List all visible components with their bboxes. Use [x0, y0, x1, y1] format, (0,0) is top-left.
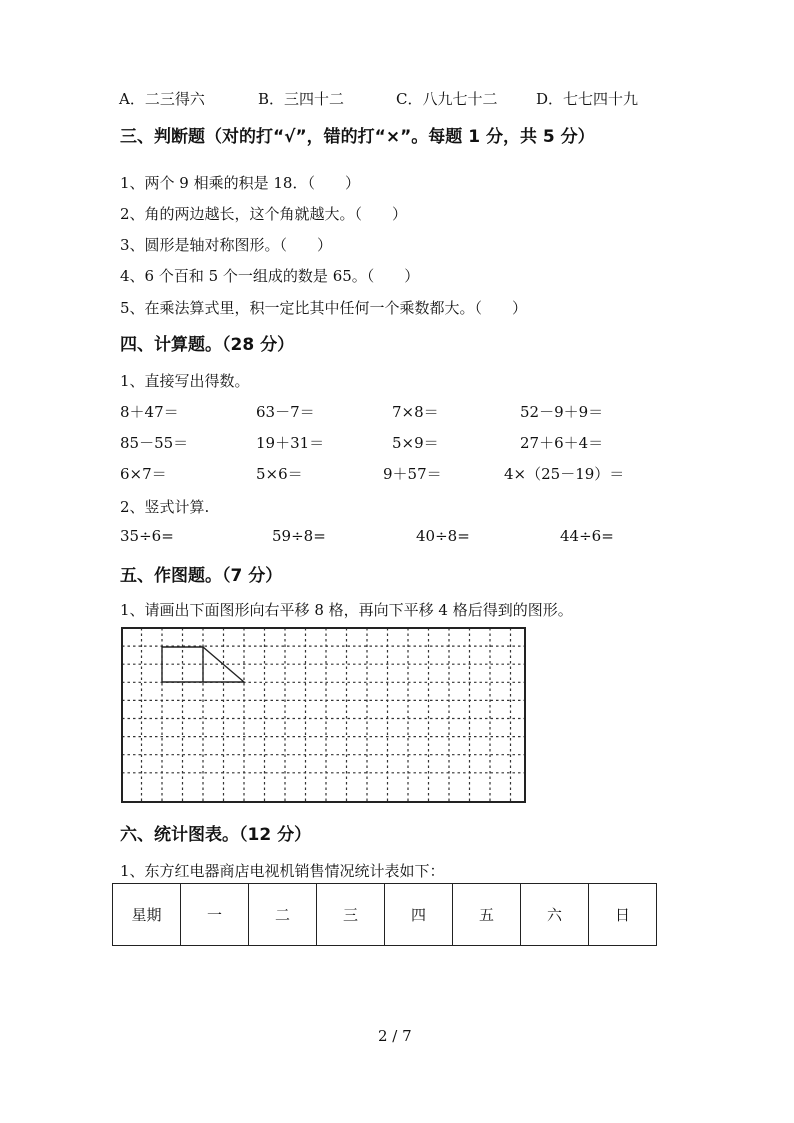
division-item: 44÷6=	[560, 527, 614, 545]
grid-border	[122, 628, 525, 802]
calc-cell: 63－7＝	[256, 403, 315, 421]
calc-cell: 6×7＝	[120, 465, 167, 483]
dotted-grid	[121, 627, 527, 803]
section6-title: 六、统计图表。（12 分）	[120, 825, 312, 845]
stats-q1-label: 1、东方红电器商店电视机销售情况统计表如下：	[120, 862, 445, 880]
calc-q2-label: 2、竖式计算.	[120, 498, 210, 516]
judge-item-2: 2、角的两边越长，这个角就越大。（ ）	[120, 205, 408, 223]
calc-cell: 27＋6＋4＝	[520, 434, 604, 452]
table-row	[113, 884, 657, 946]
section5-title: 五、作图题。（7 分）	[120, 566, 283, 586]
calc-cell: 5×6＝	[256, 465, 303, 483]
section4-title: 四、计算题。（28 分）	[120, 335, 295, 355]
calc-q1-label: 1、直接写出得数。	[120, 372, 250, 390]
table-header-cell: 二	[249, 884, 317, 946]
judge-item-5: 5、在乘法算式里，积一定比其中任何一个乘数都大。（ ）	[120, 299, 528, 317]
judge-item-4: 4、6 个百和 5 个一组成的数是 65。（ ）	[120, 267, 420, 285]
sales-table	[112, 883, 657, 946]
calc-cell: 52－9＋9＝	[520, 403, 604, 421]
table-header-cell: 五	[453, 884, 521, 946]
division-item: 35÷6=	[120, 527, 174, 545]
table-header-cell: 三	[317, 884, 385, 946]
option-a: A．二三得六	[119, 90, 205, 108]
section3-title: 三、判断题（对的打“√”，错的打“×”。每题 1 分，共 5 分）	[120, 127, 595, 147]
calc-cell: 19＋31＝	[256, 434, 325, 452]
page-indicator: 2 / 7	[378, 1027, 412, 1045]
option-c: C．八九七十二	[396, 90, 498, 108]
table-header-cell: 一	[181, 884, 249, 946]
table-header-cell: 四	[385, 884, 453, 946]
judge-item-3: 3、圆形是轴对称图形。（ ）	[120, 236, 333, 254]
calc-cell: 4×（25－19）＝	[504, 465, 625, 483]
calc-cell: 8＋47＝	[120, 403, 179, 421]
calc-cell: 85－55＝	[120, 434, 189, 452]
calc-cell: 9＋57＝	[383, 465, 442, 483]
division-item: 40÷8=	[416, 527, 470, 545]
table-header-cell: 星期	[113, 884, 181, 946]
option-b: B．三四十二	[258, 90, 345, 108]
table-header-cell: 六	[521, 884, 589, 946]
option-d: D．七七四十九	[536, 90, 639, 108]
judge-item-1: 1、两个 9 相乘的积是 18．（ ）	[120, 174, 360, 192]
calc-cell: 5×9＝	[392, 434, 439, 452]
calc-cell: 7×8＝	[392, 403, 439, 421]
division-item: 59÷8=	[272, 527, 326, 545]
table-header-cell: 日	[589, 884, 657, 946]
draw-q1-label: 1、请画出下面图形向右平移 8 格，再向下平移 4 格后得到的图形。	[120, 601, 573, 619]
